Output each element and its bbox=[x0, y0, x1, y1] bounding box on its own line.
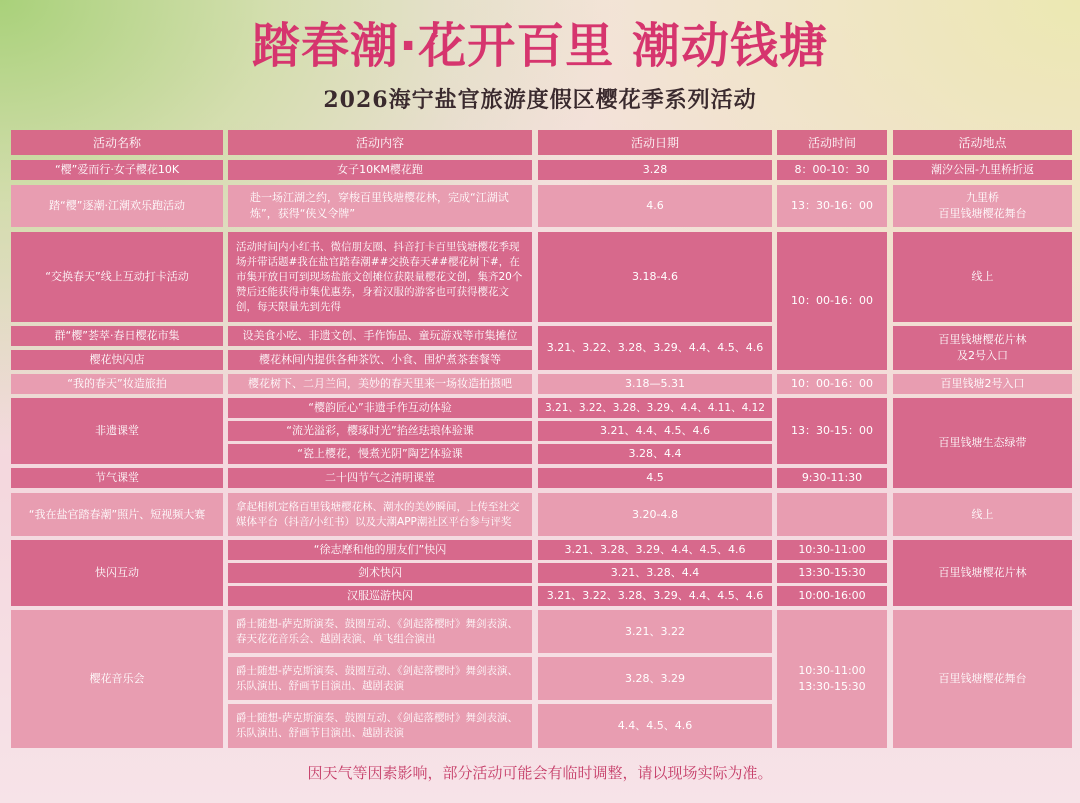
row1-place: 潮汐公园-九里桥折返 bbox=[893, 160, 1072, 180]
row10c-date: 3.21、3.22、3.28、3.29、4.4、4.5、4.6 bbox=[538, 586, 772, 606]
row10-name: 快闪互动 bbox=[11, 540, 223, 606]
row9-place: 线上 bbox=[893, 493, 1072, 536]
row4-content: 设美食小吃、非遗文创、手作饰品、童玩游戏等市集摊位 bbox=[228, 326, 532, 346]
row7-8-place: 百里钱塘生态绿带 bbox=[893, 398, 1072, 488]
row8-time: 9:30-11:30 bbox=[777, 468, 887, 488]
row3-to-5-time: 10：00-16：00 bbox=[777, 232, 887, 370]
row11b-content: 爵士随想-萨克斯演奏、鼓圈互动、《剑起落樱时》舞剑表演、乐队演出、舒画节目演出、越剧表演 bbox=[228, 657, 532, 700]
footnote: 因天气等因素影响，部分活动可能会有临时调整，请以现场实际为准。 bbox=[307, 764, 773, 782]
row8-name: 节气课堂 bbox=[11, 468, 223, 488]
row6-content: 樱花树下、二月兰间，美妙的春天里来一场妆造拍摄吧 bbox=[228, 374, 532, 394]
row11c-date: 4.4、4.5、4.6 bbox=[538, 704, 772, 748]
row11-time: 10:30-11:00 13:30-15:30 bbox=[777, 610, 887, 748]
row2-date: 4.6 bbox=[538, 185, 772, 227]
row11-place: 百里钱塘樱花舞台 bbox=[893, 610, 1072, 748]
header-activity-place: 活动地点 bbox=[893, 130, 1072, 155]
row2-time: 13：30-16：00 bbox=[777, 185, 887, 227]
poster-subtitle: 2026海宁盐官旅游度假区樱花季系列活动 bbox=[323, 87, 757, 113]
row7c-date: 3.28、4.4 bbox=[538, 444, 772, 464]
row1-date: 3.28 bbox=[538, 160, 772, 180]
row11c-content: 爵士随想-萨克斯演奏、鼓圈互动、《剑起落樱时》舞剑表演、乐队演出、舒画节目演出、越剧表演 bbox=[228, 704, 532, 748]
row8-date: 4.5 bbox=[538, 468, 772, 488]
row6-name: “我的春天”妆造旅拍 bbox=[11, 374, 223, 394]
row5-name: 樱花快闪店 bbox=[11, 350, 223, 370]
row6-date: 3.18—5.31 bbox=[538, 374, 772, 394]
row10b-time: 13:30-15:30 bbox=[777, 563, 887, 583]
row11-name: 樱花音乐会 bbox=[11, 610, 223, 748]
row3-name: “交换春天”线上互动打卡活动 bbox=[11, 232, 223, 322]
row7c-content: “瓷上樱花，慢煮光阴”陶艺体验课 bbox=[228, 444, 532, 464]
row3-date: 3.18-4.6 bbox=[538, 232, 772, 322]
row10b-date: 3.21、3.28、4.4 bbox=[538, 563, 772, 583]
row10a-time: 10:30-11:00 bbox=[777, 540, 887, 560]
row7b-content: “流光溢彩，樱琢时光”掐丝珐琅体验课 bbox=[228, 421, 532, 441]
header-activity-content: 活动内容 bbox=[228, 130, 532, 155]
row9-date: 3.20-4.8 bbox=[538, 493, 772, 536]
row1-content: 女子10KM樱花跑 bbox=[228, 160, 532, 180]
row11a-date: 3.21、3.22 bbox=[538, 610, 772, 653]
row7-time: 13：30-15：00 bbox=[777, 398, 887, 464]
row7b-date: 3.21、4.4、4.5、4.6 bbox=[538, 421, 772, 441]
row10a-content: “徐志摩和他的朋友们”快闪 bbox=[228, 540, 532, 560]
row10c-time: 10:00-16:00 bbox=[777, 586, 887, 606]
row9-content: 拿起相机定格百里钱塘樱花林、潮水的美妙瞬间，上传至社交媒体平台（抖音/小红书）以及大潮APP潮社区平台参与评奖 bbox=[228, 493, 532, 536]
row9-name: “我在盐官踏春潮”照片、短视频大赛 bbox=[11, 493, 223, 536]
row4-5-date: 3.21、3.22、3.28、3.29、4.4、4.5、4.6 bbox=[538, 326, 772, 370]
row8-content: 二十四节气之清明课堂 bbox=[228, 468, 532, 488]
row10b-content: 剑术快闪 bbox=[228, 563, 532, 583]
row7a-content: “樱韵匠心”非遗手作互动体验 bbox=[228, 398, 532, 418]
row9-time bbox=[777, 493, 887, 536]
row7a-date: 3.21、3.22、3.28、3.29、4.4、4.11、4.12 bbox=[538, 398, 772, 418]
row3-place: 线上 bbox=[893, 232, 1072, 322]
row11b-date: 3.28、3.29 bbox=[538, 657, 772, 700]
row4-5-place: 百里钱塘樱花片林 及2号入口 bbox=[893, 326, 1072, 370]
row10c-content: 汉服巡游快闪 bbox=[228, 586, 532, 606]
row10a-date: 3.21、3.28、3.29、4.4、4.5、4.6 bbox=[538, 540, 772, 560]
row1-name: “樱”爱而行·女子樱花10K bbox=[11, 160, 223, 180]
row6-place: 百里钱塘2号入口 bbox=[893, 374, 1072, 394]
row2-name: 踏“樱”逐潮·江潮欢乐跑活动 bbox=[11, 185, 223, 227]
header-activity-time: 活动时间 bbox=[777, 130, 887, 155]
row3-content: 活动时间内小红书、微信朋友圈、抖音打卡百里钱塘樱花季现场并带话题#我在盐官踏春潮##交换春天##樱花树下#，在市集开放日可到现场盐旅文创摊位获限量樱花文创，集齐20个赞后还能获得市集优惠券，身着汉服的游客也可获得樱花文创，每天限量先到先得 bbox=[228, 232, 532, 322]
row2-place: 九里桥 百里钱塘樱花舞台 bbox=[893, 185, 1072, 227]
row5-content: 樱花林间内提供各种茶饮、小食、围炉煮茶套餐等 bbox=[228, 350, 532, 370]
row6-time: 10：00-16：00 bbox=[777, 374, 887, 394]
row11a-content: 爵士随想-萨克斯演奏、鼓圈互动、《剑起落樱时》舞剑表演、春天花花音乐会、越剧表演、单飞组合演出 bbox=[228, 610, 532, 653]
poster-title: 踏春潮·花开百里 潮动钱塘 bbox=[252, 18, 828, 74]
row1-time: 8：00-10：30 bbox=[777, 160, 887, 180]
row2-content: 赴一场江湖之约，穿梭百里钱塘樱花林，完成“江湖试炼”，获得“侠义令牌” bbox=[228, 185, 532, 227]
row7-name: 非遗课堂 bbox=[11, 398, 223, 464]
header-activity-name: 活动名称 bbox=[11, 130, 223, 155]
row10-place: 百里钱塘樱花片林 bbox=[893, 540, 1072, 606]
row4-name: 群“樱”荟萃·春日樱花市集 bbox=[11, 326, 223, 346]
header-activity-date: 活动日期 bbox=[538, 130, 772, 155]
